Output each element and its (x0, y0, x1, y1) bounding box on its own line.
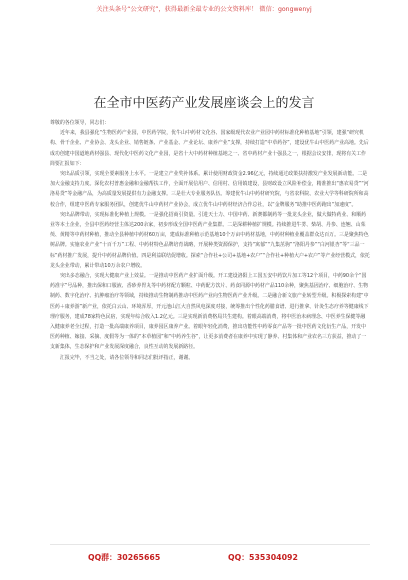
paragraph-intro: 近年来，我县强化“生物医药产业园，中医药学院，优牛山中药材文化谷、国家级现代农业产业园中药材标准化种植基地”引领，建强“研究机构、骨干企业、产业协会、龙头企业、销售链条、产业基金、产业论坛、康养产业”支撑，持续打造“中草药谷”，建设优牛山中医药产业高地。先后成功创建中国道地药材强县、现代化中医药文化产业园，是省十大中药材种植基地之一、省中药材产业十强县之一，根据会议安排，现将有关工作简要汇报如下： (50, 130, 369, 167)
document-title: 在全市中医药产业发展座谈会上的发言 (93, 96, 315, 111)
paragraph-fusion: 突出多态融合，实现大健康产业上效益。一是推动中医药产业扩面升级。开工建设洛阳上工国五安中药饮片加工等12个项目，中药90余个“国药准字”号品种，推出保和口服液、香砂养胃丸等中药材配方颗粒、中药配方饮片、药食同源中药材产品110余种，聚焦基因治疗、细胞治疗、生物制药、数字化治疗、抗肿瘤治疗等领域，持续推动生物制药推动中医药产业向生物医药产业升级。二是融合新文旅产业转型升级。积极探索构建“中医药＋康养游”新产业，依托白云山、环境浑厚，开元池山江大自然风电深度对接，统筹推出个性化药膳食谱、进行推拿、针灸生态疗养等健康线下理疗服务，建成78家特色民宿，实现年综合收入1.2亿元。三是实现新消费格局共生建构。着眼高端消费，将中医治未病理念、中医养生保健等融入健康养老全过程，打造一批高端康养项目，康养园区康养产业。着眼年轻化消费，推出功能性中药零食产品等一批中医药文化衍生产品，开发中医药种植、嫁接、采摘、度假等为一体的“本草植园”和“中药养生谷”，让更多消费者在康养中实现了静养、村集体和产业农名三方获益，推动了一支新集体，生态保护和产业发展深度融合，良性互动的发展新路径。 (50, 273, 369, 351)
salutation: 尊敬的各位领导，同志们： (50, 120, 110, 126)
paragraph-quality: 突出品质引领，实现全要素服务上水平。一是建立产业奖补体系。累计使用财政资金2.96亿元，持续通过政策扶持激发产业发展新动能。二是加大金融支持力度。深化农村普惠金融和金融帮扶工作，全面开展信用户、信用村、信用镇建设，县财政设立风险补偿金，精准推出“惠农易贷”“河洛易贷”等金融产品，为高质量发展提供有力金融支撑。三是壮大专业服务队伍。筹建优牛山中药材研究院，与省农科院、农业大学等科研院所和高校合作，组建中医药专家服务团队，创建优牛山中药材产业协会，成立优牛山中药材经济合作总社，以“金牌服务”助推中医药跑出“加速度”。 (50, 171, 369, 208)
banner-line-1: 关注头条号“公文研究”，获得最新全最专业的公文资料库！ 微信：gongwenyj (96, 6, 312, 13)
footer-qq-group: QQ群：30265665 (88, 553, 161, 562)
paragraph-closing: 汇报完毕，不当之处，请各位领导和同志们批评指正，谢谢。 (60, 354, 194, 361)
footer-qq: QQ：535304092 (228, 553, 298, 562)
footer-divider (50, 544, 370, 545)
paragraph-brand: 突出品牌带动，实现标准化种植上规模。一是强化招商引资量。引进天士力、中国中药、新赛都制药等一批龙头企业，做大做特药业、和顺药业等本土企业，全县中医药经营主体达200余家，初步形成全国中医药产业集群。二是深耕种植扩规模。持续推进牛蒡、柴胡、丹参、连翘、山茱萸、黄精等中药材种植，推动全县种植中药材60万亩，建成标准种植示范基地10个万亩中药材基地，中药材种植业覆盖群众达百万。三是聚焦特色树品牌。实施农业产业“十百千万”工程、中药材特色品牌培育战略，开展种类资源保护，支持“寓郁”“九集茁驹”“洛阳丹参”“白河银杏”等“三品一标”药材推广发展，提升中药材品牌价值。四是利益联结促增收。探索“合作社+公司+基地+农户”“合作社+种植大户+农户”等产业经营模式，依托龙头企业带动，累计带动10万余农户增收。 (50, 211, 370, 269)
footer (0, 546, 408, 568)
header-banner (8, 6, 400, 34)
document-body (50, 118, 370, 363)
